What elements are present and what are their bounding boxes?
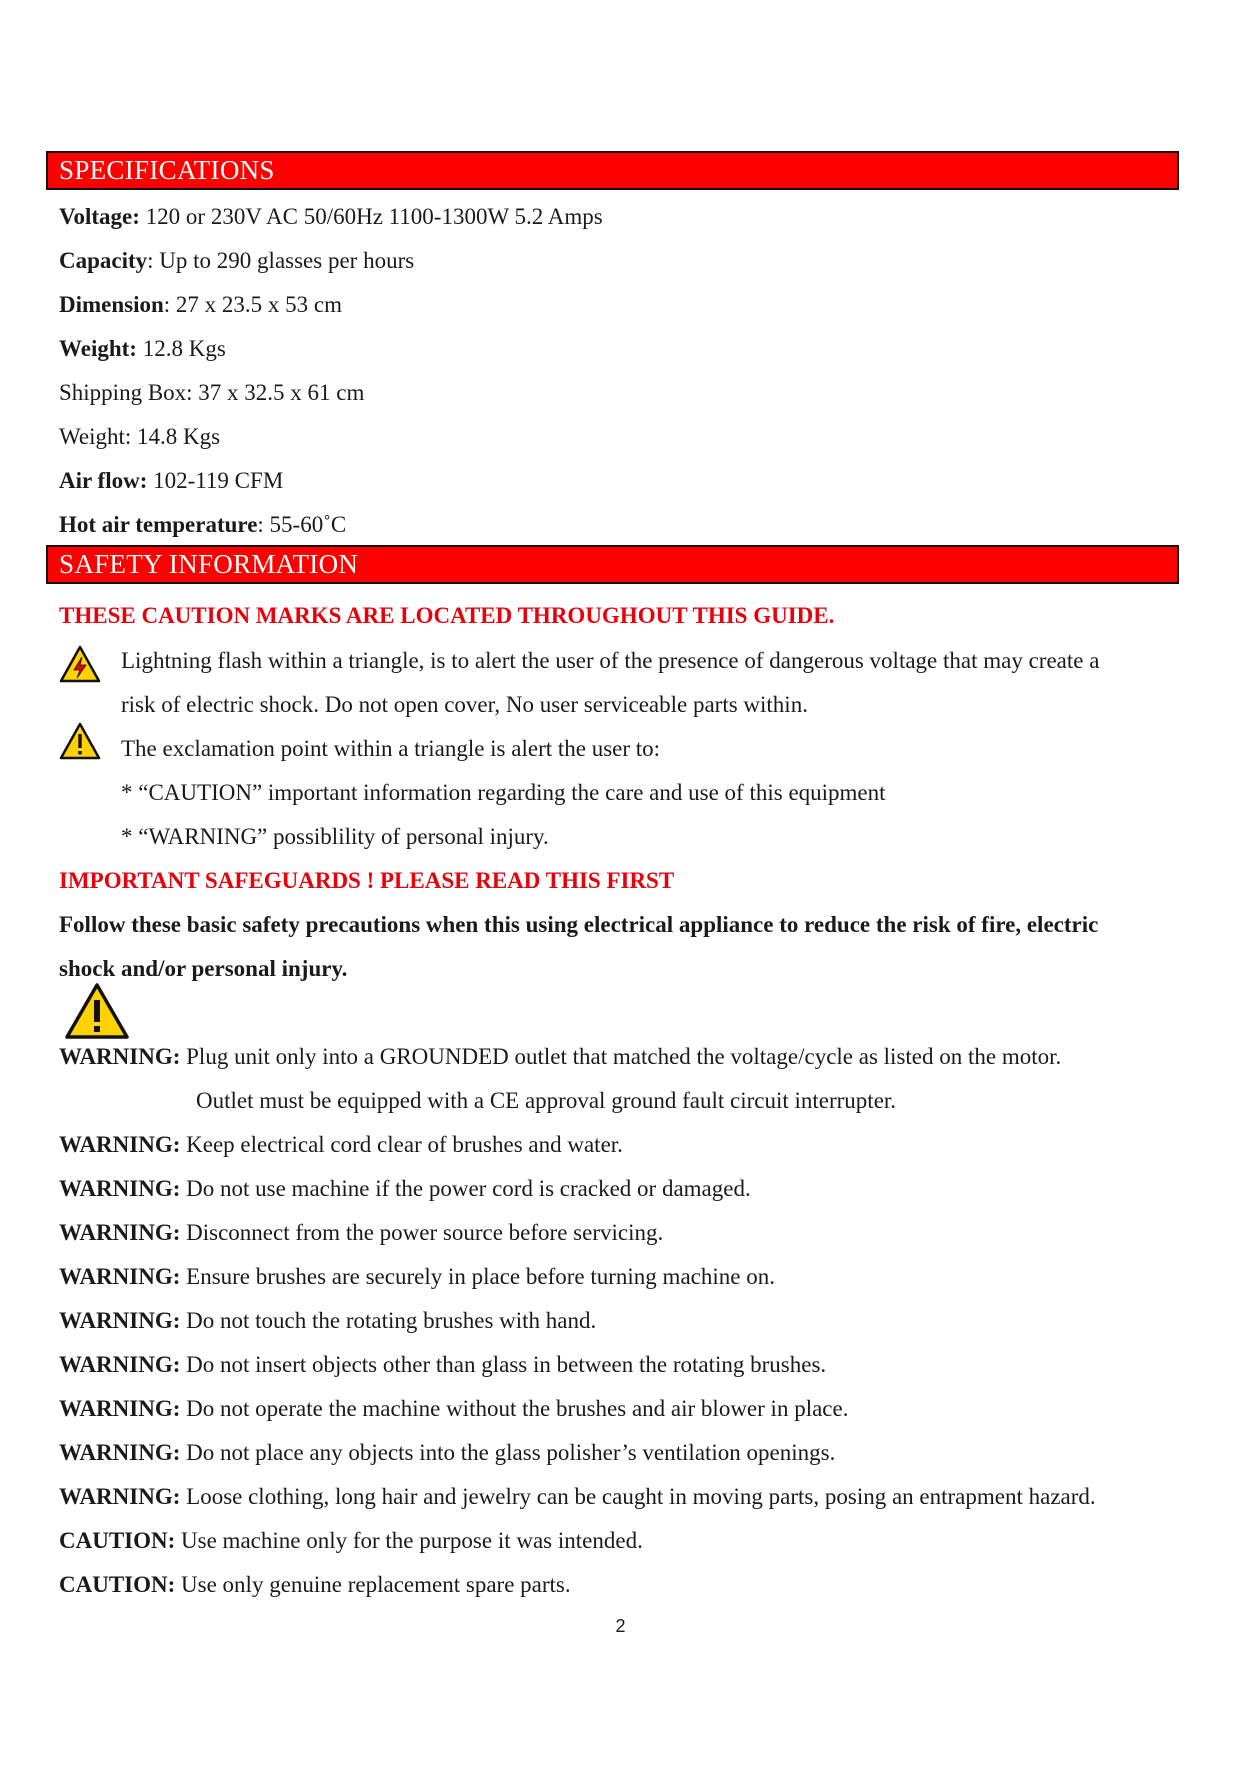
- caution-text: Use machine only for the purpose it was intended.: [175, 1528, 643, 1553]
- warning-item: [59, 1394, 848, 1424]
- spec-air-flow: [59, 466, 283, 496]
- warning-label: WARNING:: [59, 1264, 181, 1289]
- warning-item-continuation: [196, 1086, 896, 1116]
- caution-item: [59, 1570, 571, 1600]
- warning-item: [59, 1350, 826, 1380]
- safety-intro-line1: Follow these basic safety precautions when this using electrical appliance to reduce the risk of fire, electric: [59, 912, 1099, 937]
- spec-shipping-box: [59, 378, 364, 408]
- warning-text: Keep electrical cord clear of brushes and water.: [180, 1132, 623, 1157]
- warning-item: [59, 1438, 835, 1468]
- warning-label: WARNING:: [59, 1484, 181, 1509]
- spec-value: : 55-60˚C: [257, 512, 347, 537]
- exclamation-triangle-icon: [59, 722, 101, 760]
- warning-item: [59, 1130, 623, 1160]
- caution-bullet: * “CAUTION” important information regarding the care and use of this equipment: [121, 780, 886, 805]
- spec-value: 12.8 Kgs: [136, 336, 226, 361]
- spec-value: 102-119 CFM: [147, 468, 284, 493]
- warning-label: WARNING:: [59, 1176, 181, 1201]
- spec-hot-air-temperature: [59, 510, 346, 540]
- spec-label: Weight:: [59, 336, 137, 361]
- large-exclamation-triangle-icon: [64, 982, 130, 1040]
- warning-text: Loose clothing, long hair and jewelry can be caught in moving parts, posing an entrapment hazard.: [180, 1484, 1096, 1509]
- warning-item: [59, 1482, 1096, 1512]
- specifications-header: SPECIFICATIONS: [46, 151, 1179, 190]
- page-number: 2: [615, 1616, 626, 1636]
- lightning-triangle-icon: [59, 645, 101, 683]
- spec-label: Air flow:: [59, 468, 148, 493]
- caution-item: [59, 1526, 643, 1556]
- spec-voltage: [59, 202, 603, 232]
- caution-label: CAUTION:: [59, 1528, 176, 1553]
- spec-value: : Up to 290 glasses per hours: [147, 248, 415, 273]
- spec-label: Dimension: [59, 292, 164, 317]
- warning-label: WARNING:: [59, 1440, 181, 1465]
- lightning-description-line2: risk of electric shock. Do not open cover, No user serviceable parts within.: [121, 692, 808, 717]
- spec-value: Shipping Box: 37 x 32.5 x 61 cm: [59, 380, 365, 405]
- warning-text: Do not place any objects into the glass polisher’s ventilation openings.: [180, 1440, 836, 1465]
- spec-capacity: [59, 246, 414, 276]
- safety-intro-line2: shock and/or personal injury.: [59, 956, 348, 981]
- spec-value: 120 or 230V AC 50/60Hz 1100-1300W 5.2 Amps: [139, 204, 603, 229]
- spec-value: : 27 x 23.5 x 53 cm: [163, 292, 343, 317]
- warning-item: [59, 1262, 775, 1292]
- caution-label: CAUTION:: [59, 1572, 176, 1597]
- warning-label: WARNING:: [59, 1308, 181, 1333]
- caution-marks-title: THESE CAUTION MARKS ARE LOCATED THROUGHOUT THIS GUIDE.: [59, 603, 835, 628]
- warning-text: Outlet must be equipped with a CE approval ground fault circuit interrupter.: [196, 1088, 897, 1113]
- exclamation-description: The exclamation point within a triangle is alert the user to:: [121, 736, 661, 761]
- lightning-description-line1: Lightning flash within a triangle, is to alert the user of the presence of dangerous voltage that may create a: [121, 648, 1100, 673]
- spec-value: Weight: 14.8 Kgs: [59, 424, 221, 449]
- warning-label: WARNING:: [59, 1396, 181, 1421]
- spec-label: Hot air temperature: [59, 512, 258, 537]
- warning-text: Disconnect from the power source before servicing.: [180, 1220, 664, 1245]
- warning-text: Do not use machine if the power cord is cracked or damaged.: [180, 1176, 751, 1201]
- warning-label: WARNING:: [59, 1044, 181, 1069]
- warning-bullet: * “WARNING” possiblility of personal injury.: [121, 824, 549, 849]
- safeguards-title: IMPORTANT SAFEGUARDS ! PLEASE READ THIS FIRST: [59, 868, 675, 893]
- warning-label: WARNING:: [59, 1132, 181, 1157]
- warning-text: Plug unit only into a GROUNDED outlet that matched the voltage/cycle as listed on the motor.: [180, 1044, 1062, 1069]
- warning-item: [59, 1042, 1061, 1072]
- spec-label: Capacity: [59, 248, 148, 273]
- warning-label: WARNING:: [59, 1220, 181, 1245]
- warning-text: Do not operate the machine without the brushes and air blower in place.: [180, 1396, 849, 1421]
- warning-item: [59, 1174, 751, 1204]
- spec-dimension: [59, 290, 342, 320]
- spec-label: Voltage:: [59, 204, 140, 229]
- spec-shipping-weight: [59, 422, 220, 452]
- warning-item: [59, 1218, 663, 1248]
- warning-item: [59, 1306, 596, 1336]
- warning-text: Ensure brushes are securely in place before turning machine on.: [180, 1264, 775, 1289]
- caution-text: Use only genuine replacement spare parts.: [175, 1572, 571, 1597]
- warning-label: WARNING:: [59, 1352, 181, 1377]
- warning-text: Do not touch the rotating brushes with hand.: [180, 1308, 597, 1333]
- safety-information-header: SAFETY INFORMATION: [46, 545, 1179, 584]
- warning-text: Do not insert objects other than glass in between the rotating brushes.: [180, 1352, 827, 1377]
- spec-weight: [59, 334, 226, 364]
